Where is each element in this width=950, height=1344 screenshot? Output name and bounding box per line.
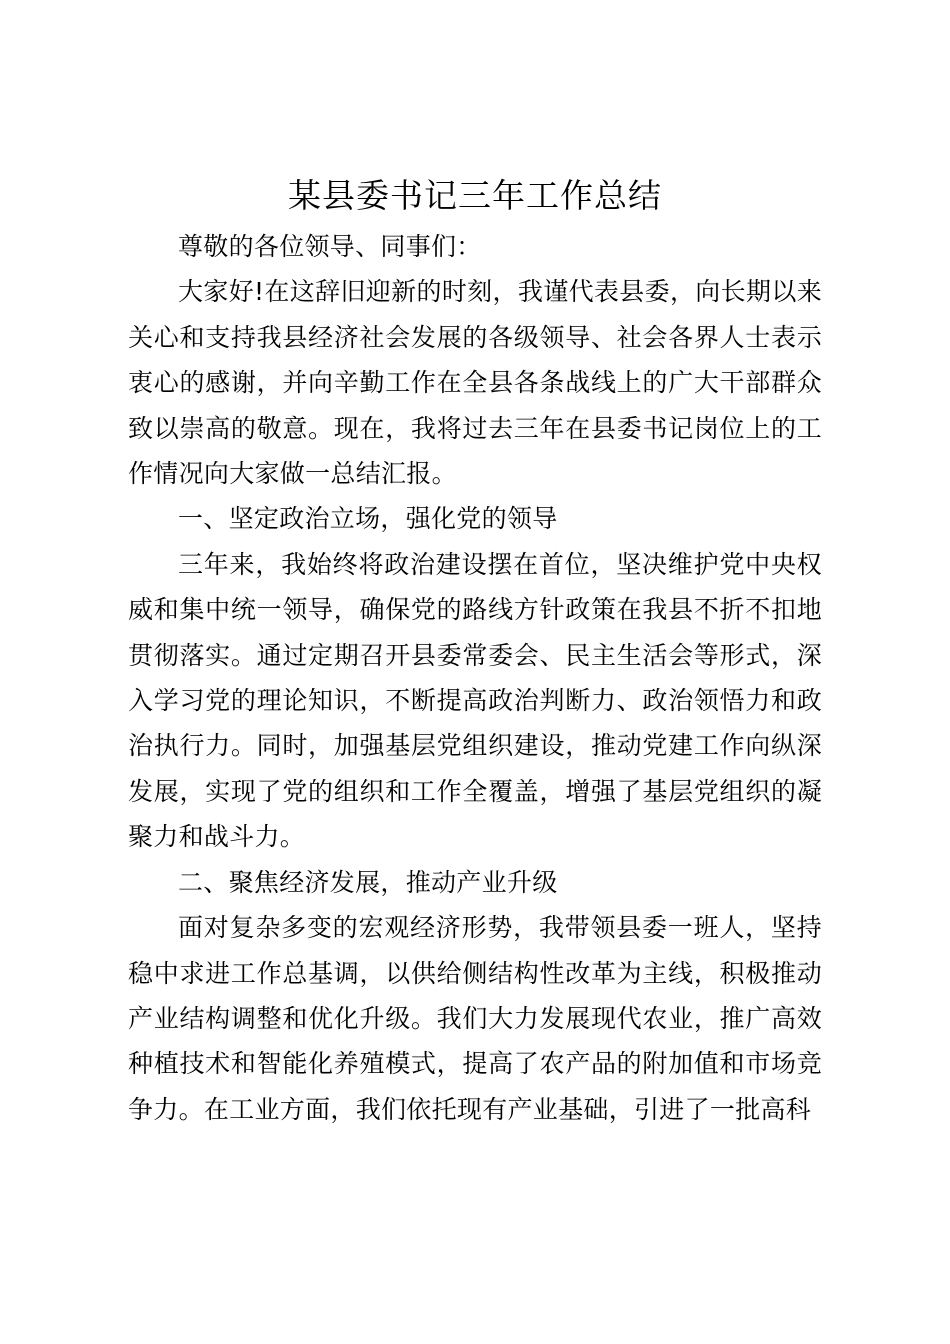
document-body: [128, 170, 822, 1132]
section-2-paragraph: 面对复杂多变的宏观经济形势，我带领县委一班人，坚持稳中求进工作总基调，以供给侧结构性改革为主线，积极推动产业结构调整和优化升级。我们大力发展现代农业，推广高效种植技术和智能化养殖模式，提高了农产品的附加值和市场竞争力。在工业方面，我们依托现有产业基础，引进了一批高科: [128, 913, 822, 1124]
section-2-heading: 二、聚焦经济发展，推动产业升级: [178, 867, 558, 897]
section-1-paragraph: 三年来，我始终将政治建设摆在首位，坚决维护党中央权威和集中统一领导，确保党的路线方针政策在我县不折不扣地贯彻落实。通过定期召开县委常委会、民主生活会等形式，深入学习党的理论知识，不断提高政治判断力、政治领悟力和政治执行力。同时，加强基层党组织建设，推动党建工作向纵深发展，实现了党的组织和工作全覆盖，增强了基层党组织的凝聚力和战斗力。: [128, 549, 822, 852]
section-1-heading: 一、坚定政治立场，强化党的领导: [178, 504, 558, 534]
intro-paragraph: 大家好!在这辞旧迎新的时刻，我谨代表县委，向长期以来关心和支持我县经济社会发展的各级领导、社会各界人士表示衷心的感谢，并向辛勤工作在全县各条战线上的广大干部群众致以崇高的敬意。现在，我将过去三年在县委书记岗位上的工作情况向大家做一总结汇报。: [128, 277, 822, 489]
document-title: 某县委书记三年工作总结: [288, 176, 662, 215]
salutation: 尊敬的各位领导、同事们：: [178, 232, 482, 261]
